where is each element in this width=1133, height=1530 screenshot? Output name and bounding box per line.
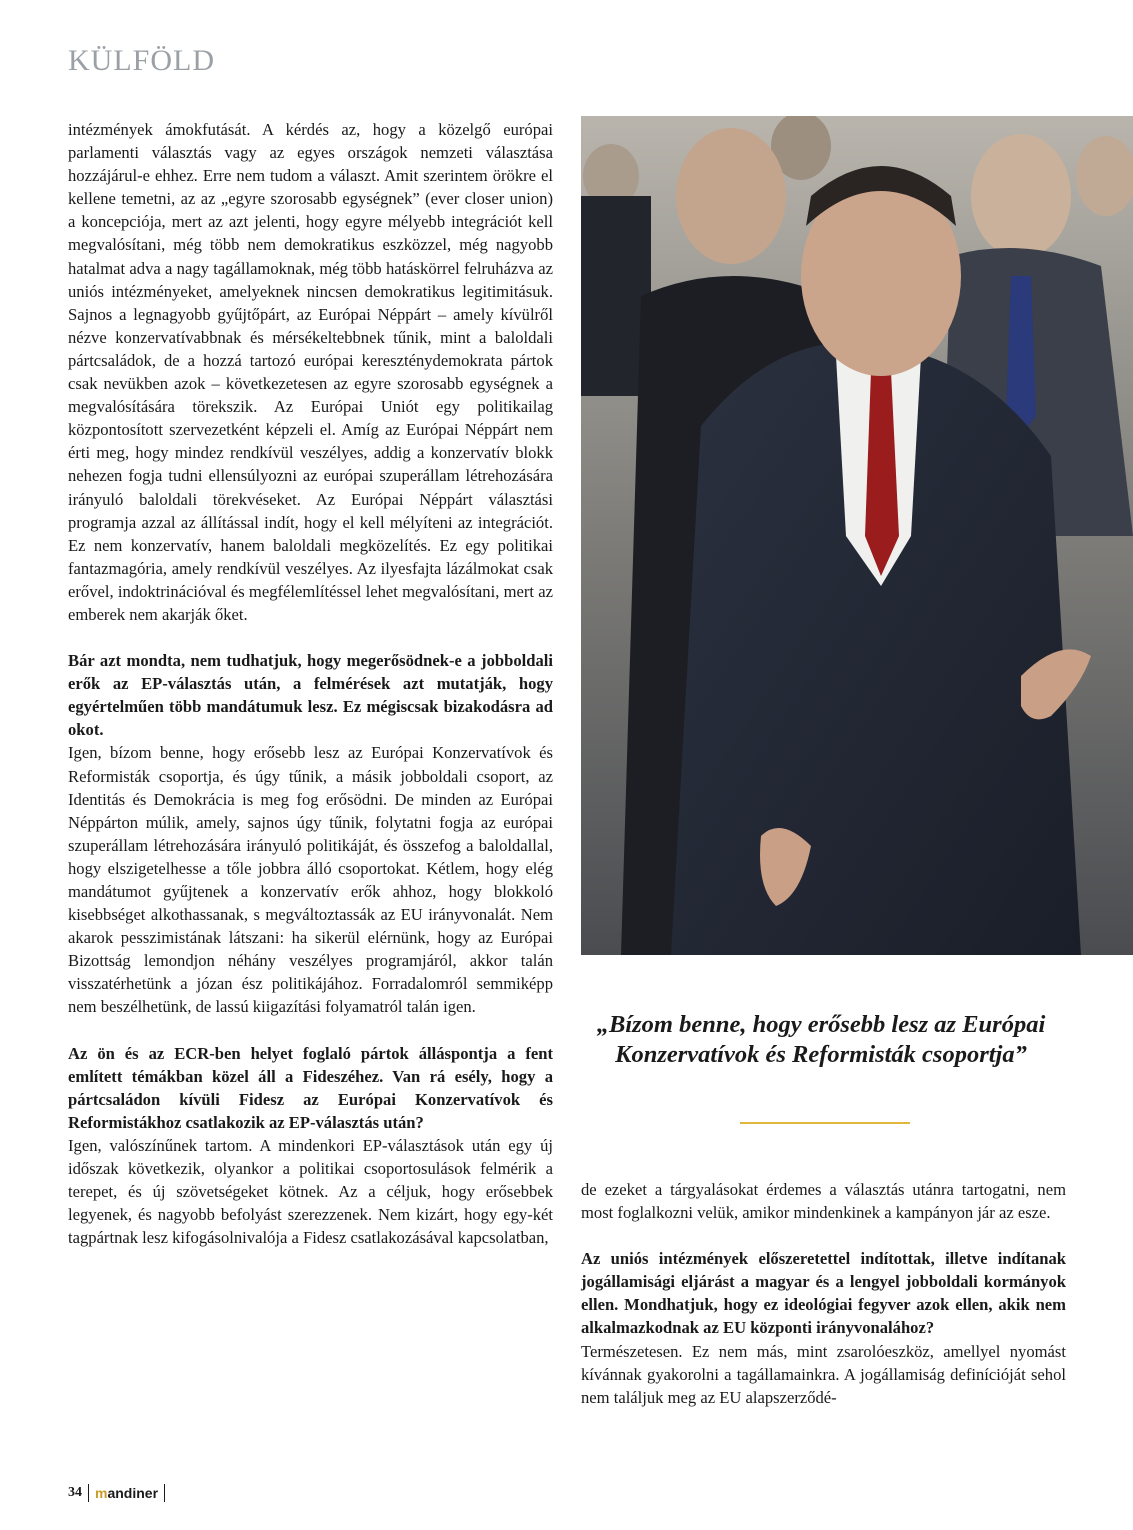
pull-quote-divider [740, 1122, 910, 1124]
paragraph: Igen, bízom benne, hogy erősebb lesz az Európai Konzervatívok és Reformisták csoportja, és úgy tűnik, a másik jobboldali csoport, az Identitás és Demokrácia is meg fog erősödni. De minden az Európai Néppárton múlik, amely, sajnos úgy tűnik, folytatni fogja az európai szuperállam létrehozására irányuló politikáját, és összefog a baloldallal, hogy elszigetelhesse a tőle jobbra álló csoportokat. Kétlem, hogy elég mandátumot gyűjtenek a konzervatív erők ahhoz, hogy blokkoló kisebbséget alkothassanak, s megváltoztassák az EU irányvonalát. Nem akarok pesszimistának látszani: ha sikerül elérnünk, hogy az Európai Bizottság lemondjon néhány veszélyes programjáról, akkor talán visszatérhetünk a józan ész politikájához. Forradalomról semmiképp nem beszélhetünk, de lassú kiigazítási folyamatról talán igen. [68, 743, 553, 1017]
page-number: 34 [68, 1485, 82, 1500]
section-title: KÜLFÖLD [68, 44, 215, 77]
right-column [581, 1178, 1066, 1409]
left-column [68, 118, 553, 1249]
pull-quote: „Bízom benne, hogy erősebb lesz az Európai Konzervatívok és Reformisták csoportja” [596, 1011, 1046, 1068]
interview-question: Bár azt mondta, nem tudhatjuk, hogy megerősödnek-e a jobboldali erők az EP-választás után, a felmérések azt mutatják, hogy egyértelműen több mandátumuk lesz. Ez mégiscsak bizakodásra ad okot. [68, 651, 553, 740]
article-photo [581, 116, 1133, 955]
brand-logo: mandiner [95, 1485, 159, 1501]
interview-question: Az ön és az ECR-ben helyet foglaló pártok álláspontja a fent említett témákban közel áll a Fideszéhez. Van rá esély, hogy a pártcsaládon kívüli Fidesz az Európai Konzervatívok és Reformistákhoz csatlakozik az EP-választás után? [68, 1043, 553, 1132]
paragraph: de ezeket a tárgyalásokat érdemes a választás utánra tartogatni, nem most foglalkozni velük, amikor mindenkinek a kampányon jár az esze. [581, 1180, 1066, 1223]
divider [164, 1484, 165, 1502]
paragraph: Természetesen. Ez nem más, mint zsarolóeszköz, amellyel nyomást kívánnak gyakorolni a tagállamainkra. A jogállamiság definícióját sehol nem találjuk meg az EU alapszerződé- [581, 1341, 1066, 1407]
paragraph: intézmények ámokfutását. A kérdés az, hogy a közelgő európai parlamenti választás vagy az egyes országok nemzeti választása hozzájárul-e ehhez. Erre nem tudom a választ. Amit szerintem örökre el kellene temetni, az az „egyre szorosabb egységnek” (ever closer union) a koncepciója, mert az azt jelenti, hogy egyre mélyebb integrációt kell megvalósítani, még több nem demokratikus eszközzel, még nagyobb hatalmat adva a nagy tagállamoknak, még több hatáskörrel felruházva az uniós intézményeket, amelyeknek nincsen demokratikus legitimitásuk. Sajnos a legnagyobb gyűjtőpárt, az Európai Néppárt – amely kívülről nézve konzervatívabbnak és mérsékeltebbnek tűnik, mint a baloldali pártcsaládok, de a hozzá tartozó európai kereszténydemokrata pártok csak nevükben azok – következetesen az egyre szorosabb egységnek a megvalósítására törekszik. Az Európai Uniót egy politikailag központosított szervezetként képzeli el. Amíg az Európai Néppárt nem érti meg, hogy mindez rendkívül veszélyes, addig a konzervatív blokk nehezen fogja tudni ellensúlyozni az európai szuperállam létrehozására irányuló baloldali törekvéseket. Az Európai Néppárt választási programja azzal az állítással indít, hogy el kell mélyíteni az integrációt. Ez nem konzervatív, hanem baloldali megközelítés. Ez egy politikai fantazmagória, amely rendkívül veszélyes. Az ilyesfajta lázálmokat csak erővel, indoktrinációval és megfélemlítéssel lehet megvalósítani, mert az emberek nem akarják őket. [68, 120, 553, 624]
divider [88, 1484, 89, 1502]
interview-question: Az uniós intézmények előszeretettel indítottak, illetve indítanak jogállamisági eljárást a magyar és a lengyel jobboldali kormányok ellen. Mondhatjuk, hogy ez ideológiai fegyver azok ellen, akik nem alkalmazkodnak az EU központi irányvonalához? [581, 1249, 1066, 1338]
page-footer [68, 1484, 171, 1502]
paragraph: Igen, valószínűnek tartom. A mindenkori EP-választások után egy új időszak következik, olyankor a politikai csoportosulások felmérik a terepet, és új szövetségeket kötnek. Az a céljuk, hogy erősebbek legyenek, és nagyobb befolyást szerezzenek. Nem kizárt, hogy egy-két tagpártnak lesz kifogásolnivalója a Fidesz csatlakozásával kapcsolatban, [68, 1135, 553, 1248]
